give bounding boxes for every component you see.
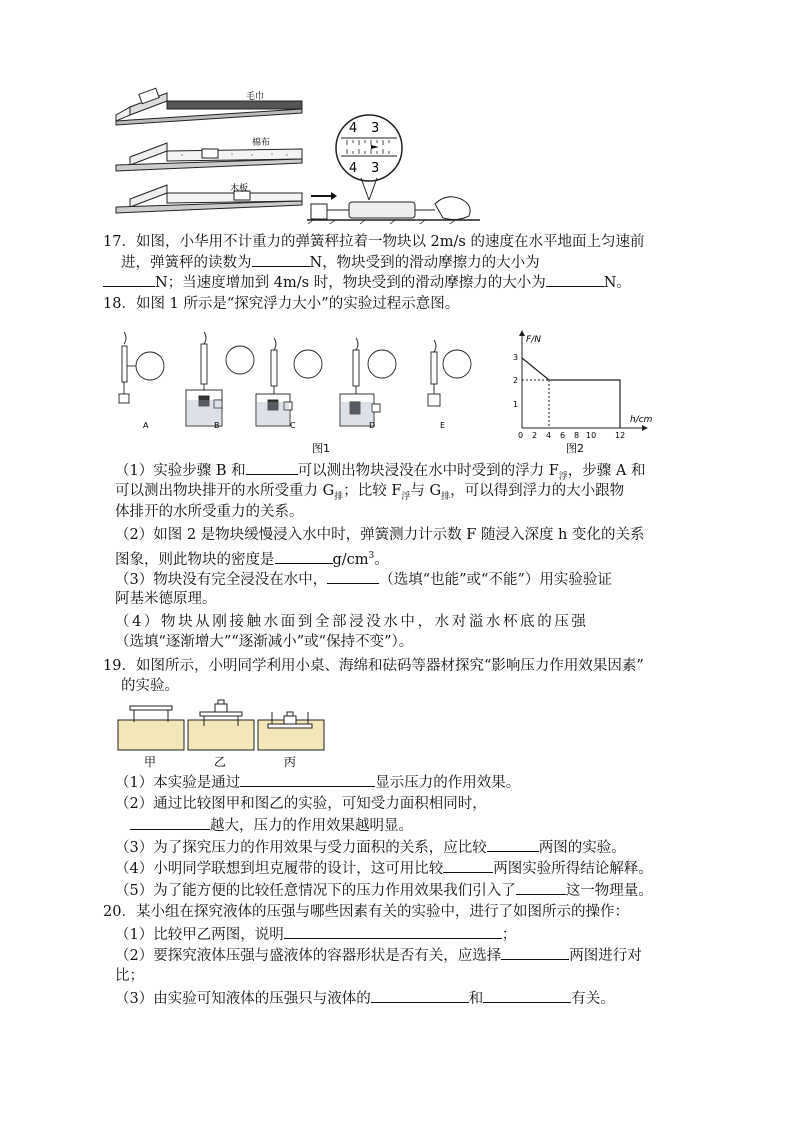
q17-text1: 如图，小华用不计重力的弹簧秤拉着一物块以 2m/s 的速度在水平地面上匀速前 xyxy=(135,234,645,250)
q20-p2-text-c: 比； xyxy=(115,968,144,984)
q20-p3-blank1[interactable] xyxy=(371,988,469,1003)
q18-p1-text-h: 体排开的水所受重力的关系。 xyxy=(115,504,304,520)
q18-intro-text: 如图 1 所示是“探究浮力大小”的实验过程示意图。 xyxy=(135,296,460,312)
q18-p3-text-c: 阿基米德原理。 xyxy=(115,591,217,607)
fig1-step-a: A xyxy=(143,421,149,430)
q18-p1-text-b: 可以测出物块浸没在水中时受到的浮力 F xyxy=(297,463,559,479)
q18-p1-text-f: 与 G xyxy=(410,483,442,499)
q18-p2-text-b: 图象，则此物块的密度是 xyxy=(115,551,275,568)
q20-p1 xyxy=(115,924,516,945)
friction-ramp-figure xyxy=(112,85,310,223)
fig1-step-b: B xyxy=(214,421,220,430)
q19-p4 xyxy=(115,858,653,879)
pressure-sponge-figure xyxy=(116,698,326,770)
q19-p2-line1 xyxy=(115,794,487,814)
q19-p1-text-b: 显示压力的作用效果。 xyxy=(375,775,521,791)
q20-p2-blank[interactable] xyxy=(501,945,569,960)
q17-blank1[interactable] xyxy=(252,252,310,267)
gauge-num-bottom-right: 3 xyxy=(371,161,380,176)
q20-p2-text-a: （2）要探究液体压强与盛液体的容器形状是否有关，应选择 xyxy=(115,948,502,964)
q18-p1-text-g: ，可以得到浮力的大小跟物 xyxy=(450,483,625,499)
q20-p1-blank[interactable] xyxy=(284,924,502,939)
q19-intro-text2: 的实验。 xyxy=(121,678,179,694)
q19-p3-text-b: 两图的实验。 xyxy=(538,840,626,856)
fig-label-bing: 丙 xyxy=(284,755,297,769)
q20-p3-text-a: （3）由实验可知液体的压强只与液体的 xyxy=(115,991,371,1007)
q19-p2-blank[interactable] xyxy=(130,815,210,830)
graph-x-tick-6: 6 xyxy=(560,431,566,440)
fig-label-jia: 甲 xyxy=(144,755,157,769)
q20-p3-text-c: 有关。 xyxy=(571,991,615,1007)
q18-p2-end: 。 xyxy=(374,551,389,568)
fig1-caption: 图1 xyxy=(312,442,330,455)
q18-p1-text-c: ，步骤 A 和 xyxy=(567,463,646,479)
graph-y-tick-2: 2 xyxy=(513,376,519,385)
q18-p4-line2 xyxy=(115,632,413,652)
towel-label: 毛巾 xyxy=(246,92,265,102)
q18-p3-line2 xyxy=(115,589,217,609)
spring-scale-figure xyxy=(305,112,485,224)
q17-line2 xyxy=(121,252,540,273)
q18-p1-sub-float: 浮 xyxy=(558,471,568,482)
q19-p4-text-a: （4）小明同学联想到坦克履带的设计，这可用比较 xyxy=(115,861,444,877)
fig1-step-c: C xyxy=(290,421,296,430)
q18-p1-text-d: 可以测出物块排开的水所受重力 G xyxy=(115,483,335,499)
graph-xlabel: h/cm xyxy=(630,415,653,425)
q18-p1-line3 xyxy=(115,502,304,522)
q20-p3-text-b: 和 xyxy=(468,991,484,1007)
graph-x-tick-0: 0 xyxy=(518,431,524,440)
q18-p2-line1 xyxy=(115,525,645,545)
q20-p2-line2 xyxy=(115,966,144,986)
q18-p1-sub-disp2: 排 xyxy=(441,491,451,502)
q17-number: 17． xyxy=(103,234,136,250)
q19-p5-text-b: 这一物理量。 xyxy=(565,883,653,899)
q20-p2-text-b: 两图进行对 xyxy=(569,948,642,964)
spring-scale-drawing xyxy=(305,112,485,224)
fig1-step-d: D xyxy=(369,421,376,430)
q18-p3-line1 xyxy=(115,569,612,590)
q19-intro-line1 xyxy=(103,656,644,676)
q20-p3-blank2[interactable] xyxy=(483,988,571,1003)
q18-p3-text-a: （3）物块没有完全浸没在水中， xyxy=(115,572,328,588)
q17-blank3[interactable] xyxy=(546,272,604,287)
q19-p2-text-a: （2）通过比较图甲和图乙的实验，可知受力面积相同时， xyxy=(115,796,487,812)
q18-p1-text-e: ；比较 F xyxy=(343,483,402,499)
q19-p1 xyxy=(115,772,520,793)
q20-number: 20． xyxy=(103,904,136,920)
q20-intro-text: 某小组在探究液体的压强与哪些因素有关的实验中，进行了如图所示的操作： xyxy=(135,904,629,920)
graph-x-tick-8: 8 xyxy=(574,431,580,440)
friction-ramp-drawing xyxy=(112,85,310,223)
q20-p1-text-b: ； xyxy=(501,927,517,943)
buoyancy-figure-1 xyxy=(112,330,482,455)
q18-p3-text-b: （选填“也能”或“不能”）用实验验证 xyxy=(379,572,612,588)
graph-x-tick-12: 12 xyxy=(615,431,626,440)
q18-p1-sub-disp: 排 xyxy=(334,491,344,502)
q18-p2-line2 xyxy=(115,546,389,570)
q18-number: 18． xyxy=(103,296,136,312)
q19-p5-blank[interactable] xyxy=(516,880,566,895)
sponge-table-drawing xyxy=(116,698,326,770)
q18-p1-blank[interactable] xyxy=(246,460,298,475)
q19-p3-blank[interactable] xyxy=(487,837,539,852)
gauge-num-bottom-left: 4 xyxy=(349,161,358,176)
q20-p1-text-a: （1）比较甲乙两图，说明 xyxy=(115,927,284,943)
q18-p4-line1 xyxy=(115,612,589,632)
graph-y-tick-3: 3 xyxy=(513,353,519,362)
q19-p2-line2 xyxy=(130,815,413,836)
q19-p3-text-a: （3）为了探究压力的作用效果与受力面积的关系，应比较 xyxy=(115,840,487,856)
gauge-num-top-left: 4 xyxy=(349,121,358,136)
q19-p5 xyxy=(115,880,653,901)
graph-ylabel: F/N xyxy=(526,335,541,345)
q17-text2: 进，弹簧秤的读数为 xyxy=(121,255,252,271)
buoyancy-graph-figure-2 xyxy=(510,328,660,458)
q19-p3 xyxy=(115,837,626,858)
force-depth-graph xyxy=(510,328,660,458)
fig2-caption: 图2 xyxy=(566,442,584,455)
graph-x-tick-10: 10 xyxy=(586,431,597,440)
q19-intro-text1: 如图所示，小明同学利用小桌、海绵和砝码等器材探究“影响压力作用效果因素” xyxy=(135,658,644,674)
q19-intro-line2 xyxy=(121,676,179,696)
q18-p4-text-a: （4）物块从刚接触水面到全部浸没水中，水对溢水杯底的压强 xyxy=(115,614,589,630)
gauge-num-top-right: 3 xyxy=(371,121,380,136)
wood-board-label: 木板 xyxy=(230,184,249,194)
q18-intro xyxy=(103,294,459,314)
q17-line1 xyxy=(103,232,644,252)
q19-p1-text-a: （1）本实验是通过 xyxy=(115,775,241,791)
q19-number: 19． xyxy=(103,658,136,674)
q18-p3-blank[interactable] xyxy=(327,569,379,584)
buoyancy-steps-drawing xyxy=(112,330,482,455)
q19-p1-blank[interactable] xyxy=(240,772,375,787)
cotton-label: 棉布 xyxy=(252,138,271,148)
q17-blank2[interactable] xyxy=(103,272,155,287)
q18-p2-text-a: （2）如图 2 是物块缓慢浸入水中时，弹簧测力计示数 F 随浸入深度 h 变化的关系 xyxy=(115,527,645,543)
q18-p2-blank[interactable] xyxy=(275,549,333,564)
graph-x-tick-4: 4 xyxy=(546,431,552,440)
q20-p3 xyxy=(115,988,615,1009)
q19-p5-text-a: （5）为了能方便的比较任意情况下的压力作用效果我们引入了 xyxy=(115,883,516,899)
q17-line3 xyxy=(103,272,631,293)
q17-text3b: N；当速度增加到 4m/s 时，物块受到的滑动摩擦力的大小为 xyxy=(155,275,546,291)
q18-p1-text-a: （1）实验步骤 B 和 xyxy=(115,463,246,479)
fig-label-yi: 乙 xyxy=(214,755,227,769)
q18-p1-sub-float2: 浮 xyxy=(401,491,411,502)
q17-text3c: N。 xyxy=(603,275,631,291)
q17-text2b: N，物块受到的滑动摩擦力的大小为 xyxy=(309,255,540,271)
q20-intro xyxy=(103,902,629,922)
q19-p2-text-b: 越大，压力的作用效果越明显。 xyxy=(210,818,413,834)
q18-p4-text-b: （选填“逐渐增大”“逐渐减小”或“保持不变”）。 xyxy=(115,634,414,650)
graph-y-tick-1: 1 xyxy=(513,400,519,409)
fig1-step-e: E xyxy=(440,421,446,430)
q19-p4-blank[interactable] xyxy=(443,858,493,873)
q18-p2-unit: g/cm xyxy=(332,551,369,568)
q18-p2-unit-exp: 3 xyxy=(368,551,375,561)
q19-p4-text-b: 两图实验所得结论解释。 xyxy=(493,861,653,877)
q20-p2-line1 xyxy=(115,945,642,966)
graph-x-tick-2: 2 xyxy=(532,431,538,440)
